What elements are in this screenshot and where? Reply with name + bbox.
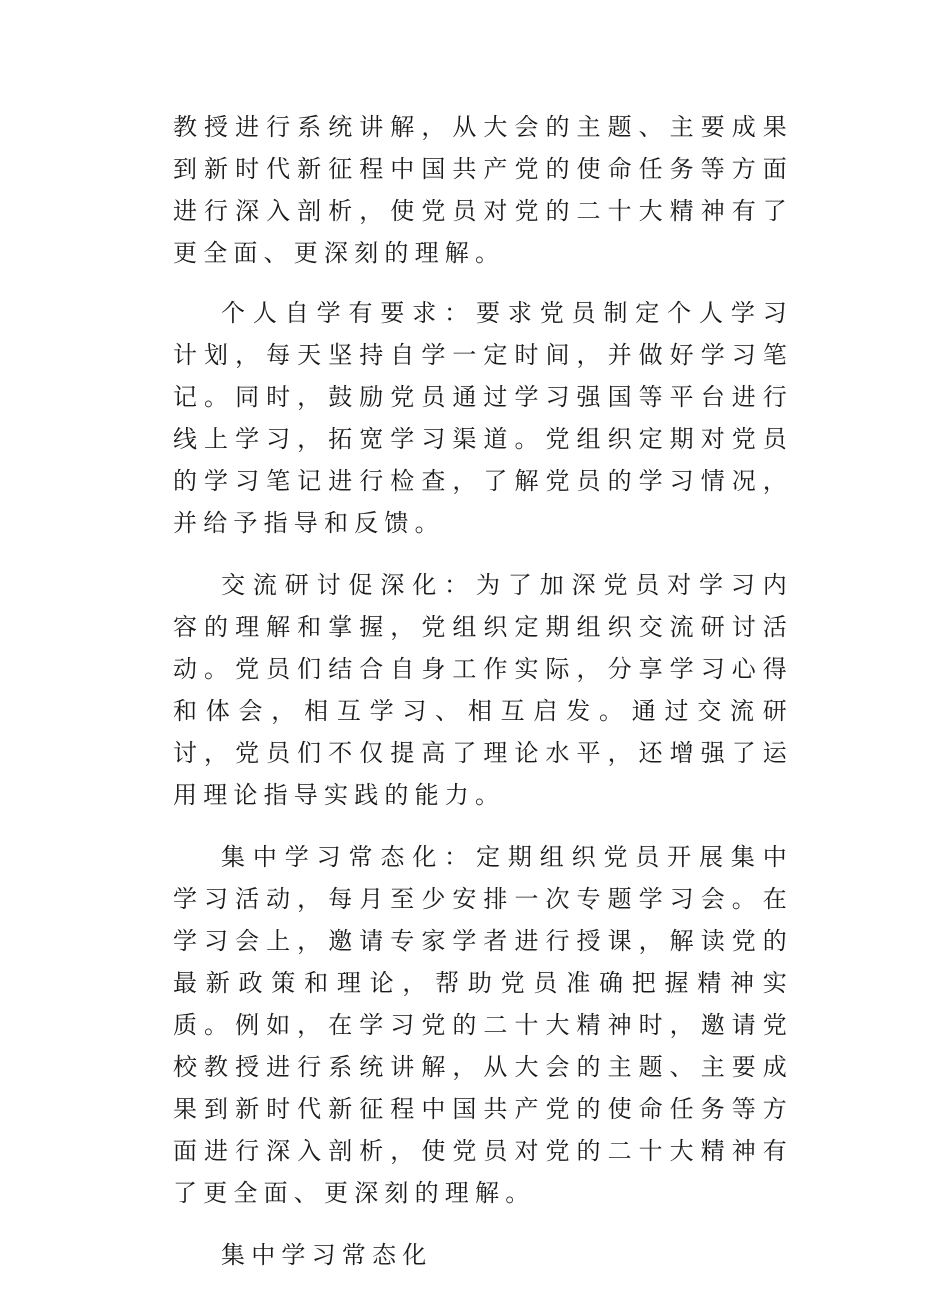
paragraph-discussion: 交流研讨促深化：为了加深党员对学习内容的理解和掌握，党组织定期组织交流研讨活动。党员们结合自身工作实际，分享学习心得和体会，相互学习、相互启发。通过交流研讨，党员们不仅提高了理论水平，还增强了运用理论指导实践的能力。: [173, 571, 793, 809]
document-page: [173, 106, 793, 1296]
paragraph-heading-fragment: 集中学习常态化: [221, 1241, 433, 1269]
paragraph-continuation: 教授进行系统讲解，从大会的主题、主要成果到新时代新征程中国共产党的使命任务等方面进行深入剖析，使党员对党的二十大精神有了更全面、更深刻的理解。: [173, 113, 793, 267]
paragraph-self-study: 个人自学有要求：要求党员制定个人学习计划，每天坚持自学一定时间，并做好学习笔记。同时，鼓励党员通过学习强国等平台进行线上学习，拓宽学习渠道。党组织定期对党员的学习笔记进行检查，了解党员的学习情况，并给予指导和反馈。: [173, 299, 793, 537]
paragraph-centralized-study: 集中学习常态化：定期组织党员开展集中学习活动，每月至少安排一次专题学习会。在学习会上，邀请专家学者进行授课，解读党的最新政策和理论，帮助党员准确把握精神实质。例如，在学习党的二十大精神时，邀请党校教授进行系统讲解，从大会的主题、主要成果到新时代新征程中国共产党的使命任务等方面进行深入剖析，使党员对党的二十大精神有了更全面、更深刻的理解。: [173, 843, 793, 1207]
